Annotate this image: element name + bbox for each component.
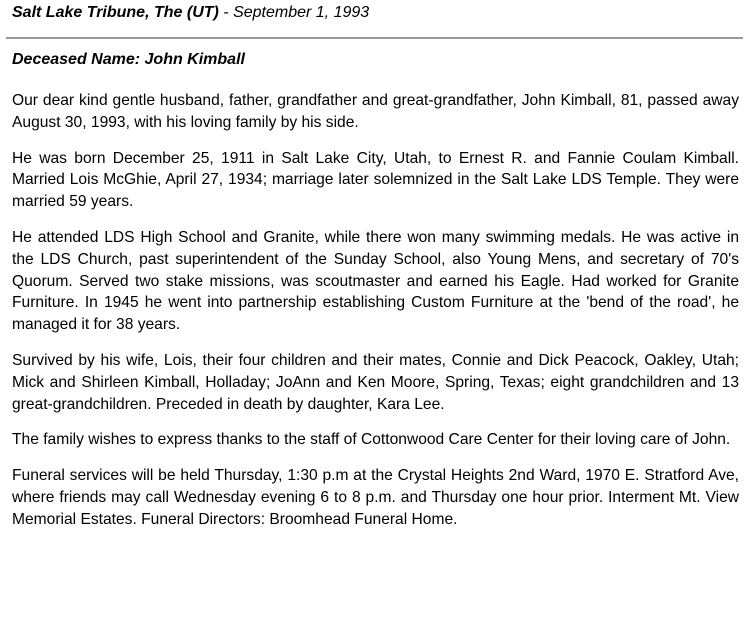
document-header <box>12 4 369 22</box>
publication-date: September 1, 1993 <box>233 4 370 21</box>
paragraph-intro: Our dear kind gentle husband, father, grandfather and great-grandfather, John Kimball, 81, passed away August 30, 1993, with his loving family by his side. <box>12 92 739 131</box>
paragraph-life: He attended LDS High School and Granite, while there won many swimming medals. He was active in the LDS Church, past superintendent of the Sunday School, also Young Mens, and secretary of 70's Quorum. Served two stake missions, was scoutmaster and earned his Eagle. Had worked for Granite Furniture. In 1945 he went into partnership establishing Custom Furniture at the 'bend of the road', he managed it for 38 years. <box>12 228 739 334</box>
paragraph-thanks: The family wishes to express thanks to the staff of Cottonwood Care Center for their loving care of John. <box>12 431 731 449</box>
paragraph-services: Funeral services will be held Thursday, 1:30 p.m at the Crystal Heights 2nd Ward, 1970 E. Stratford Ave, where friends may call Wednesday evening 6 to 8 p.m. and Thursday one hour prior. Interment Mt. View Memorial Estates. Funeral Directors: Broomhead Funeral Home. <box>12 467 739 528</box>
paragraph-survivors: Survived by his wife, Lois, their four children and their mates, Connie and Dick Peacock, Oakley, Utah; Mick and Shirleen Kimball, Holladay; JoAnn and Ken Moore, Spring, Texas; eight grandchildren and 13 great-grandchildren. Preceded in death by daughter, Kara Lee. <box>12 351 739 413</box>
deceased-name: Deceased Name: John Kimball <box>12 51 245 68</box>
publication-name: Salt Lake Tribune, The (UT) <box>12 4 219 21</box>
header-divider <box>6 37 743 39</box>
paragraph-birth: He was born December 25, 1911 in Salt Lake City, Utah, to Ernest R. and Fannie Coulam Kimball. Married Lois McGhie, April 27, 1934; marriage later solemnized in the Salt Lake LDS Temple. They were married 59 years. <box>12 149 739 211</box>
header-separator: - <box>218 4 234 21</box>
obituary-body <box>12 90 739 545</box>
